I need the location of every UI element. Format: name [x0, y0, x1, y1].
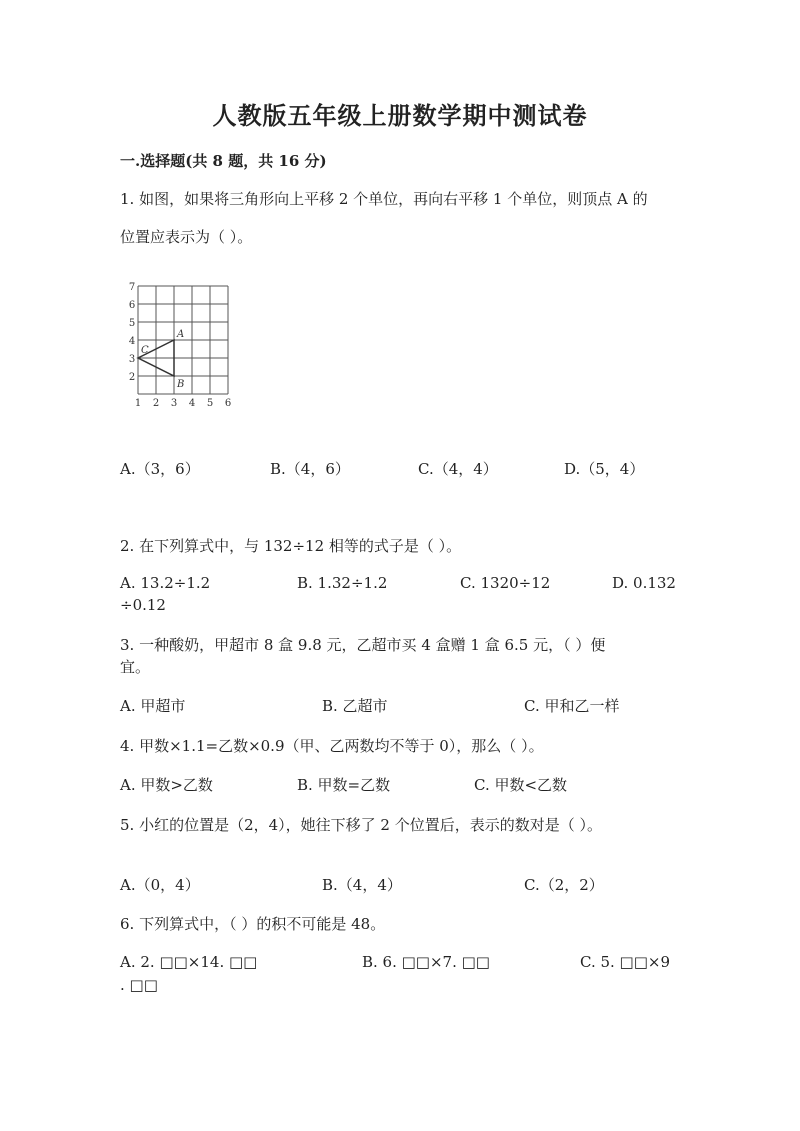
q4-option-c: C. 甲数<乙数	[474, 776, 568, 794]
q1-option-a: A.（3，6）	[120, 460, 200, 478]
q1-option-b: B.（4，6）	[270, 460, 350, 478]
q2-option-d-continued: ÷0.12	[120, 596, 166, 614]
y-label-3: 3	[128, 354, 136, 365]
point-b-label: B	[177, 379, 185, 390]
y-label-7: 7	[128, 282, 136, 293]
section-heading: 一.选择题(共 8 题，共 16 分)	[120, 152, 327, 170]
point-c-label: C	[141, 345, 149, 356]
q3-option-c: C. 甲和乙一样	[524, 697, 620, 715]
y-label-6: 6	[128, 300, 136, 311]
x-label-5: 5	[206, 398, 214, 409]
question-1-line-1: 1. 如图，如果将三角形向上平移 2 个单位，再向右平移 1 个单位，则顶点 A 的	[120, 190, 648, 208]
question-4-line-1: 4. 甲数×1.1=乙数×0.9（甲、乙两数均不等于 0），那么（ ）。	[120, 737, 544, 755]
q1-option-c: C.（4，4）	[418, 460, 498, 478]
question-5-line-1: 5. 小红的位置是（2，4），她往下移了 2 个位置后，表示的数对是（ ）。	[120, 816, 603, 834]
y-label-4: 4	[128, 336, 136, 347]
q1-option-d: D.（5，4）	[564, 460, 645, 478]
q3-option-a: A. 甲超市	[120, 697, 186, 715]
page-title: 人教版五年级上册数学期中测试卷	[212, 101, 588, 130]
question-6-line-1: 6. 下列算式中，（ ）的积不可能是 48。	[120, 915, 386, 933]
q2-option-a: A. 13.2÷1.2	[120, 574, 211, 592]
grid-lines	[138, 286, 228, 394]
x-label-3: 3	[170, 398, 178, 409]
question-3-line-1: 3. 一种酸奶，甲超市 8 盒 9.8 元，乙超市买 4 盒赠 1 盒 6.5 元，（ ）便	[120, 636, 606, 654]
q2-option-b: B. 1.32÷1.2	[297, 574, 388, 592]
question-1-line-2: 位置应表示为（ ）。	[120, 228, 253, 246]
x-label-6: 6	[224, 398, 232, 409]
y-label-2: 2	[128, 372, 136, 383]
q4-option-a: A. 甲数>乙数	[120, 776, 213, 794]
question-2-line-1: 2. 在下列算式中，与 132÷12 相等的式子是（ ）。	[120, 537, 462, 555]
q5-option-b: B.（4，4）	[322, 876, 402, 894]
q6-option-c-continued: . □□	[120, 976, 158, 994]
x-label-2: 2	[152, 398, 160, 409]
question-3-line-2: 宜。	[120, 658, 151, 676]
q5-option-a: A.（0，4）	[120, 876, 200, 894]
q6-option-a: A. 2. □□×14. □□	[120, 953, 258, 971]
x-label-4: 4	[188, 398, 196, 409]
coordinate-grid-figure	[124, 282, 238, 410]
q3-option-b: B. 乙超市	[322, 697, 388, 715]
q2-option-c: C. 1320÷12	[460, 574, 551, 592]
q6-option-c: C. 5. □□×9	[580, 953, 671, 971]
q2-option-d: D. 0.132	[612, 574, 676, 592]
point-a-label: A	[177, 329, 185, 340]
x-label-1: 1	[134, 398, 142, 409]
y-label-5: 5	[128, 318, 136, 329]
q4-option-b: B. 甲数=乙数	[297, 776, 391, 794]
q5-option-c: C.（2，2）	[524, 876, 604, 894]
q6-option-b: B. 6. □□×7. □□	[362, 953, 490, 971]
